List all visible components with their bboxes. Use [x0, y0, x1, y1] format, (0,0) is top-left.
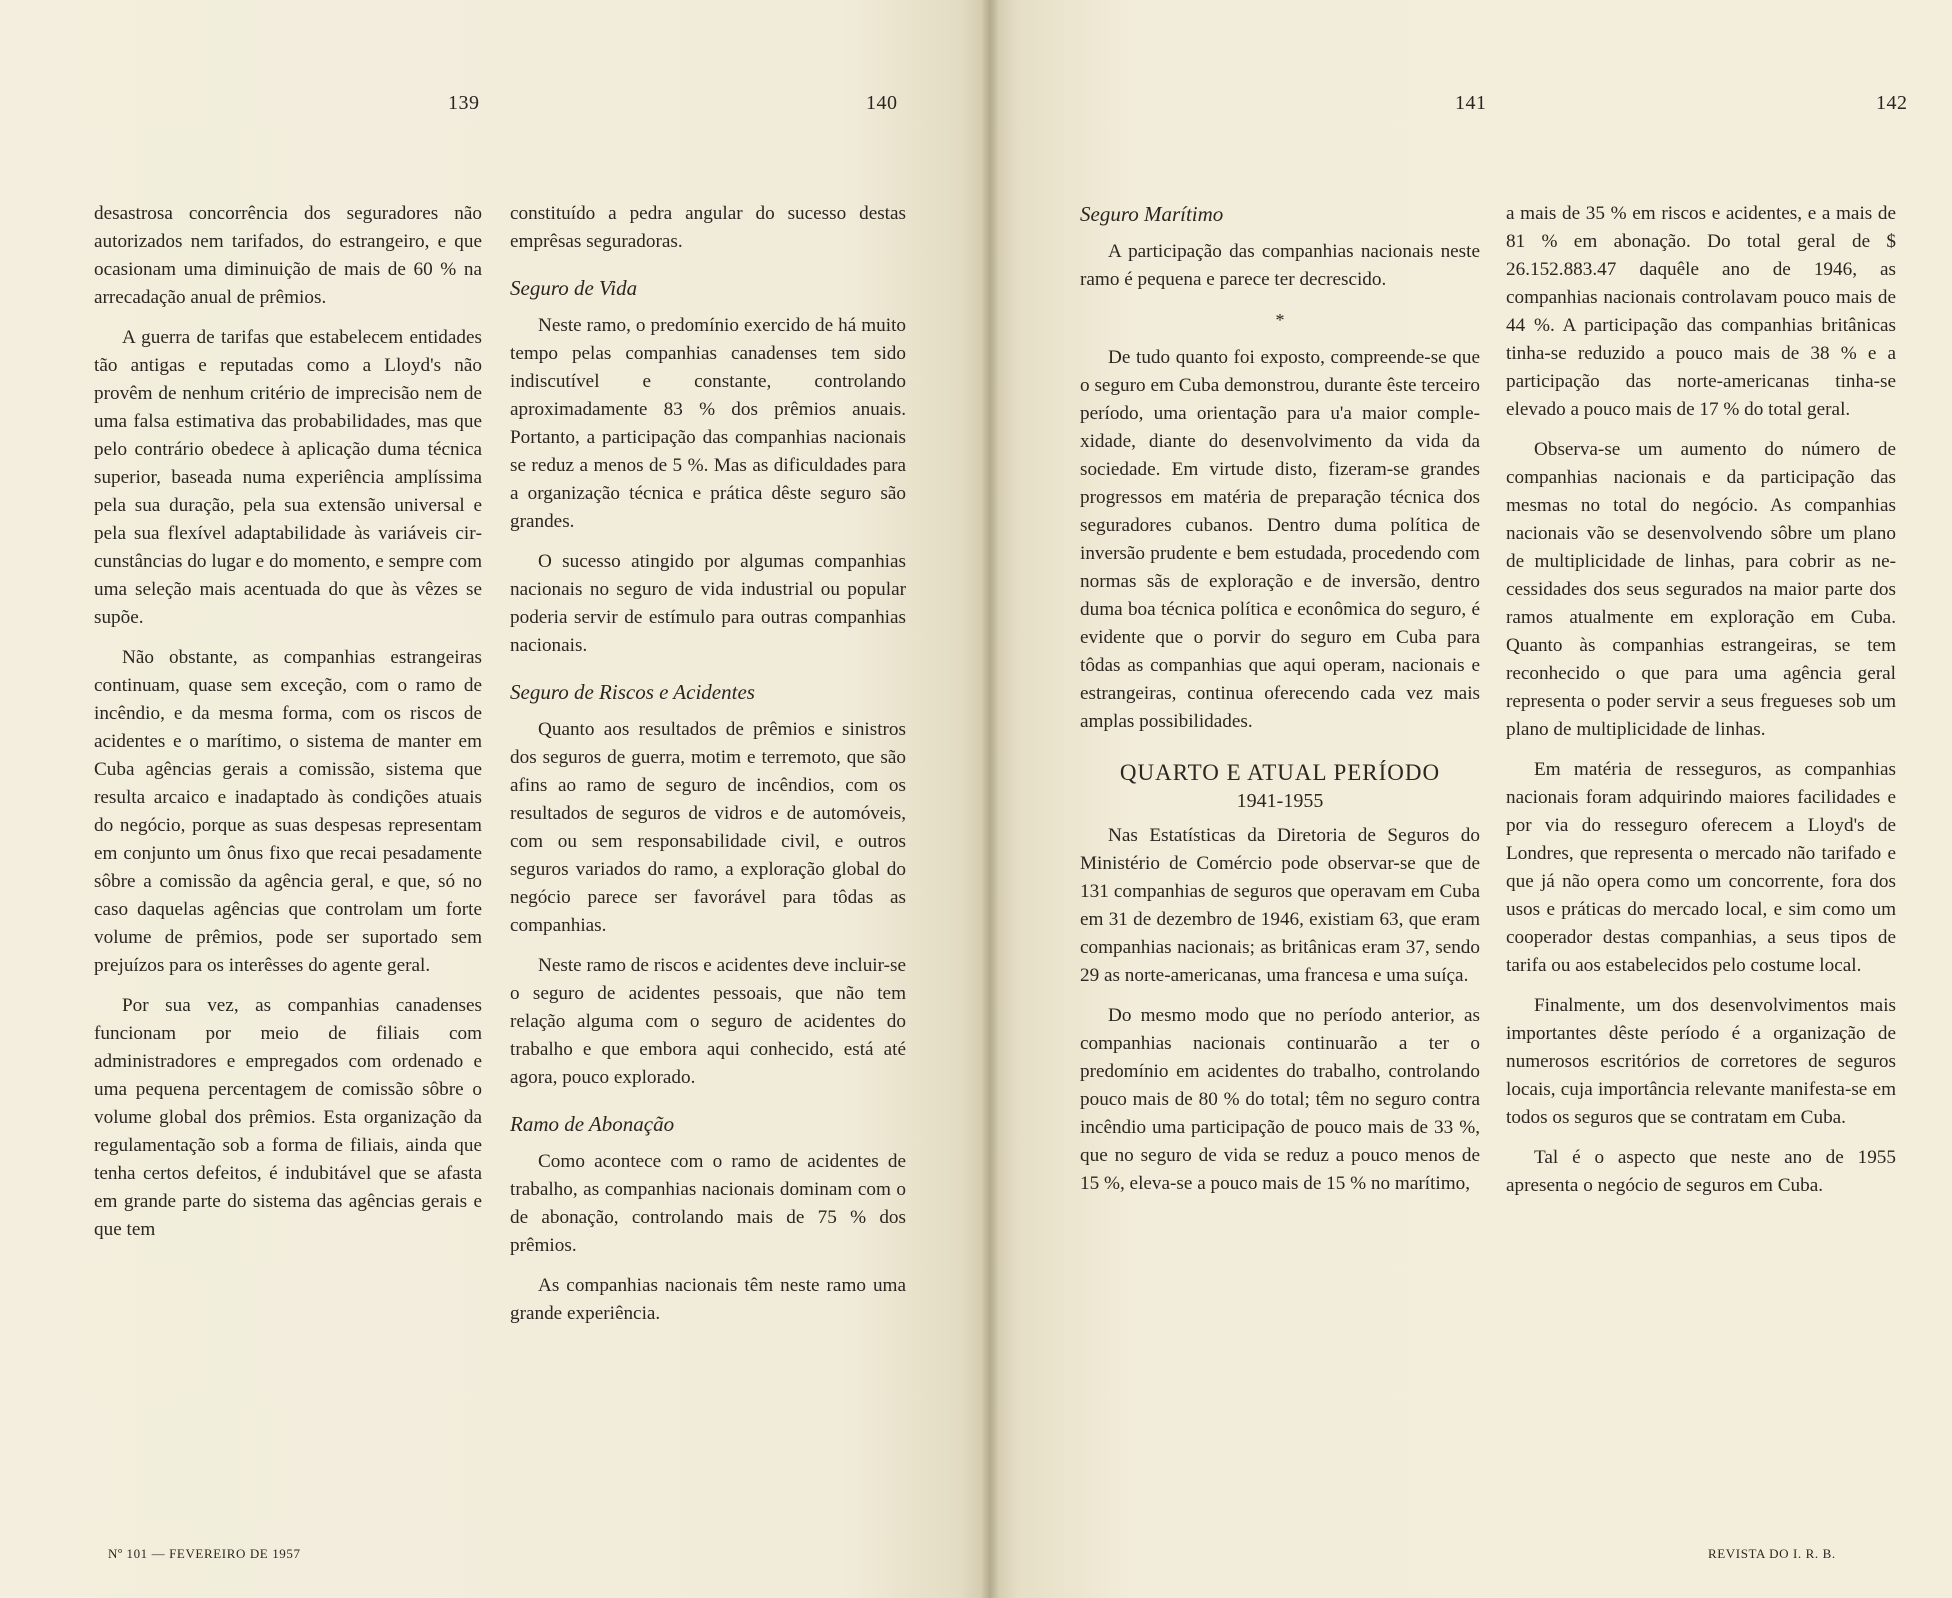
paragraph: constituído a pedra angular do sucesso destas emprêsas seguradoras. [510, 203, 906, 252]
page-number-139: 139 [448, 92, 480, 114]
paragraph: A participação das companhias nacionais neste ramo é pequena e parece ter decrescido. [1080, 241, 1480, 290]
paragraph: Tal é o aspecto que neste ano de 1955 apresenta o negócio de seguros em Cuba. [1506, 1147, 1896, 1196]
paragraph: Nas Estatísticas da Diretoria de Seguros do Ministério de Comércio pode observar-se que de 131 companhias de seguros que operavam em Cuba em 31 de dezembro de 1946, existiam 63, que eram companhias nacionais; as britânicas eram 37, sendo 29 as norte-americanas, uma francesa e uma suíça. [1080, 825, 1480, 986]
page-number-142: 142 [1876, 92, 1908, 114]
section-heading-abonacao: Ramo de Abonação [510, 1112, 675, 1136]
paragraph: Como acontece com o ramo de acidentes de trabalho, as companhias nacionais dominam com o de abonação, controlando mais de 75 % dos prêmios. [510, 1151, 906, 1256]
section-years: 1941-1955 [1236, 790, 1324, 812]
page-number-141: 141 [1455, 92, 1487, 114]
paragraph: Do mesmo modo que no período anterior, as companhias nacionais continuarão a ter o predomínio em acidentes do trabalho, controlando pouco mais de 80 % do total; têm no seguro contra incêndio uma participação de pouco mais de 33 %, que no seguro de vida se reduz a pouco menos de 15 %, eleva-se a pouco mais de 15 % no marítimo, [1080, 1005, 1480, 1194]
column-page-139 [94, 200, 482, 1256]
column-page-142 [1506, 200, 1896, 1212]
footer-magazine: REVISTA DO I. R. B. [1708, 1546, 1836, 1561]
section-title: QUARTO E ATUAL PERÍODO [1119, 760, 1441, 785]
column-page-140 [510, 200, 906, 1340]
paragraph: Neste ramo de riscos e acidentes deve incluir-se o seguro de acidentes pessoais, que não tem relação alguma com o seguro de acidentes do trabalho e que embora aqui conhecido, está até agora, pouco explorado. [510, 955, 906, 1088]
page-number-140: 140 [866, 92, 898, 114]
footer-issue: Nº 101 — FEVEREIRO DE 1957 [108, 1546, 301, 1561]
paragraph: Não obstante, as companhias estrangeiras continuam, quase sem exceção, com o ramo de incêndio, e da mesma forma, com os riscos de acidentes e o marítimo, o sistema de manter em Cuba agências gerais a comissão, sistema que resulta arcaico e inadaptado às condições atuais do negócio, porque as suas despesas representam em conjunto um ônus fixo que recai pesadamente sôbre a comissão da agência geral, e que, só no caso daquelas agências que controlam um forte volume de prêmios, pode ser suportado sem prejuízos para os interêsses do agente geral. [94, 647, 482, 976]
section-heading-maritimo: Seguro Marítimo [1080, 202, 1224, 226]
section-heading-vida: Seguro de Vida [510, 276, 638, 300]
paragraph: Quanto aos resultados de prêmios e sinistros dos seguros de guerra, motim e terremoto, que são afins ao ramo de seguro de incêndios, com os resultados de seguros de vidros e de automóveis, com ou sem responsabilidade civil, e outros seguros variados do ramo, a exploração global do negócio parece ser favorável para tôdas as companhias. [510, 719, 906, 936]
book-gutter [982, 0, 998, 1598]
paragraph: Neste ramo, o predomínio exercido de há muito tempo pelas companhias canadenses tem sido indiscutível e constante, controlando aproximadamente 83 % dos prêmios anuais. Portanto, a participação das companhias nacionais se reduz a menos de 5 %. Mas as dificuldades para a organização técnica e prática dêste seguro são grandes. [510, 315, 906, 532]
paragraph: De tudo quanto foi exposto, compreende-se que o seguro em Cuba demonstrou, durante êste terceiro período, uma orientação para u'a maior complexidade, diante do desenvolvimento da vida da sociedade. Em virtude disto, fizeram-se grandes progressos em matéria de preparação técnica dos seguradores cubanos. Dentro duma política de inversão prudente e bem estudada, procedendo com normas sãs de exploração e de inversão, dentro duma boa técnica política e econômica do seguro, é evidente que o porvir do seguro em Cuba para tôdas as companhias que aqui operam, nacionais e estrangeiras, continua oferecendo cada vez mais amplas possibilidades. [1080, 347, 1480, 732]
paragraph: O sucesso atingido por algumas companhias nacionais no seguro de vida industrial ou popular poderia servir de estímulo para outras companhias nacionais. [510, 551, 906, 656]
paragraph: Observa-se um aumento do número de companhias nacionais e da participação das mesmas no total do negócio. As companhias nacionais vão se desenvolvendo sôbre um plano de multiplicidade de linhas, para cobrir as necessidades dos seus segurados na maior parte dos ramos atualmente em exploração em Cuba. Quanto às companhias estrangeiras, se tem reconhecido o que para uma agência geral representa o poder servir a seus fregueses sob um plano de multiplicidade de linhas. [1506, 439, 1896, 740]
column-page-141 [1080, 200, 1480, 1210]
paragraph: desastrosa concorrência dos seguradores não autorizados nem tarifados, do estrangeiro, e que ocasionam uma diminuição de mais de 60 % na arrecadação anual de prêmios. [94, 203, 482, 308]
paragraph: Por sua vez, as companhias canadenses funcionam por meio de filiais com administradores e empregados com ordenado e uma pequena percentagem de comissão sôbre o volume global dos prêmios. Esta organização da regulamentação sob a forma de filiais, ainda que tenha certos defeitos, é indubitável que se afasta em grande parte do sistema das agências gerais e que tem [94, 995, 482, 1240]
paragraph: As companhias nacionais têm neste ramo uma grande experiência. [510, 1275, 906, 1324]
section-heading-riscos: Seguro de Riscos e Acidentes [510, 680, 755, 704]
paragraph: a mais de 35 % em riscos e acidentes, e a mais de 81 % em abonação. Do total geral de $ 26.152.883.47 daquêle ano de 1946, as companhias nacionais controlavam pouco mais de 44 %. A participação das companhias britânicas tinha-se reduzido a pouco mais de 38 % e a participação das norte-americanas tinha-se elevado a pouco mais de 17 % do total geral. [1506, 203, 1896, 420]
paragraph: Em matéria de resseguros, as companhias nacionais foram adquirindo maiores facilidades e por via do resseguro oferecem a Lloyd's de Londres, que representa o mercado não tarifado e que já não opera como um concorrente, fora dos usos e práticas do mercado local, e sim como um cooperador destas companhias, a seus tipos de tarifa ou aos estabelecidos pelo costume local. [1506, 759, 1896, 976]
section-separator: * [1275, 310, 1285, 330]
paragraph: Finalmente, um dos desenvolvimentos mais importantes dêste período é a organização de numerosos escritórios de corretores de seguros locais, cuja importância relevante manifesta-se em todos os seguros que se contratam em Cuba. [1506, 995, 1896, 1128]
paragraph: A guerra de tarifas que estabelecem entidades tão antigas e reputadas como a Lloyd's não provêm de nenhum critério de imprecisão nem de uma falsa estimativa das probabilidades, mas que pelo contrário obedece à aplicação duma técnica superior, baseada numa experiência amplíssima pela sua duração, pela sua extensão universal e pela sua flexível adaptabilidade às variáveis circunstâncias do lugar e do momento, e sempre com uma seleção mais acentuada do que às vêzes se supõe. [94, 327, 482, 628]
